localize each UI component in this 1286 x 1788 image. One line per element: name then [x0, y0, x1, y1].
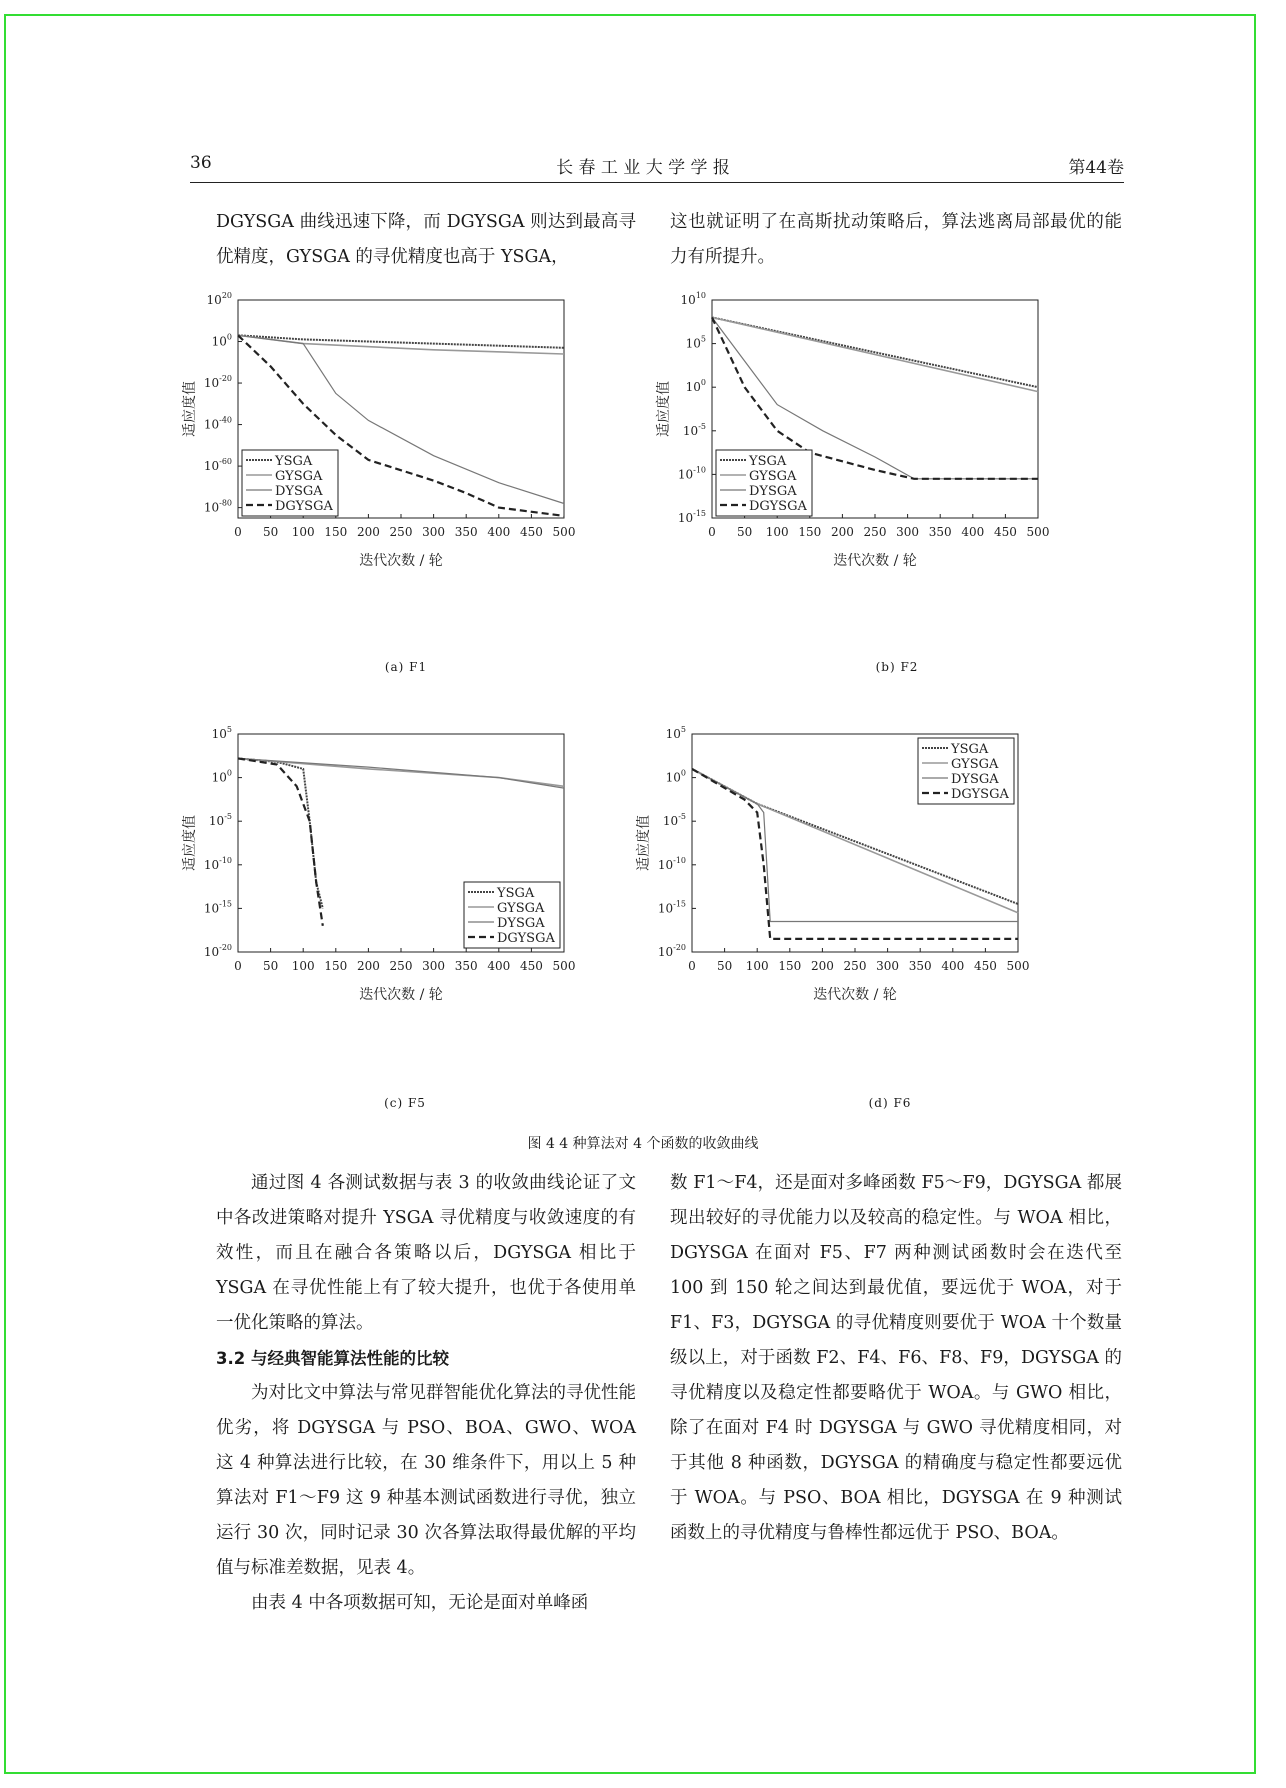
- top-text-left: DGYSGA 曲线迅速下降，而 DGYSGA 则达到最高寻优精度，GYSGA 的寻优精度也高于 YSGA，: [216, 212, 636, 267]
- figure-caption: 图 4 4 种算法对 4 个函数的收敛曲线: [527, 1136, 759, 1152]
- x-tick-label: 400: [487, 525, 511, 539]
- legend-label: YSGA: [749, 454, 787, 469]
- x-tick-label: 350: [454, 959, 478, 973]
- x-tick-label: 250: [389, 525, 413, 539]
- x-tick-label: 500: [1006, 959, 1030, 973]
- x-tick-label: 500: [552, 525, 576, 539]
- y-tick-label: $10^{-10}$: [657, 855, 686, 872]
- y-tick-label: $10^5$: [211, 725, 232, 741]
- y-tick-label: $10^{-20}$: [203, 374, 232, 391]
- body-right: [670, 1166, 1122, 1551]
- legend-label: DGYSGA: [749, 499, 807, 514]
- plot-area: [655, 291, 1049, 569]
- x-axis-label: 迭代次数 / 轮: [359, 987, 443, 1003]
- x-tick-label: 250: [863, 525, 887, 539]
- x-tick-label: 300: [422, 525, 446, 539]
- legend: [464, 882, 560, 948]
- x-tick-label: 150: [324, 525, 348, 539]
- plot-area: [635, 725, 1029, 1003]
- legend-label: DYSGA: [749, 484, 797, 499]
- x-tick-label: 200: [356, 959, 380, 973]
- y-tick-label: $10^{-60}$: [203, 457, 232, 474]
- legend-label: DYSGA: [951, 772, 999, 787]
- y-tick-label: $10^0$: [665, 768, 686, 785]
- subcaption-d: (d) F6: [868, 1096, 912, 1110]
- y-axis-label: 适应度值: [636, 815, 652, 871]
- y-tick-label: $10^{-15}$: [203, 899, 232, 916]
- x-tick-label: 300: [896, 525, 920, 539]
- x-tick-label: 300: [876, 959, 900, 973]
- section-heading: 3.2 与经典智能算法性能的比较: [216, 1349, 449, 1368]
- body-left: [216, 1166, 636, 1621]
- x-tick-label: 150: [798, 525, 822, 539]
- header-rule: [190, 182, 1124, 183]
- journal-title: 长 春 工 业 大 学 学 报: [556, 158, 730, 178]
- y-tick-label: $10^0$: [211, 768, 232, 785]
- chart-f5: [182, 725, 656, 1070]
- x-tick-label: 100: [765, 525, 789, 539]
- x-tick-label: 350: [908, 959, 932, 973]
- legend-label: GYSGA: [275, 469, 323, 484]
- legend: [716, 450, 812, 516]
- body-left-paragraph-1: 通过图 4 各测试数据与表 3 的收敛曲线论证了文中各改进策略对提升 YSGA 寻优精度与收敛速度的有效性，而且在融合各策略以后，DGYSGA 相比于 YSGA 在寻优性能上有了较大提升，也优于各使用单一优化策略的算法。: [216, 1173, 636, 1333]
- x-tick-label: 100: [291, 525, 315, 539]
- body-right-paragraph-1: 数 F1～F4，还是面对多峰函数 F5～F9，DGYSGA 都展现出较好的寻优能力以及较高的稳定性。与 WOA 相比，DGYSGA 在面对 F5、F7 两种测试函数时会在迭代至 100 到 150 轮之间达到最优值，要远优于 WOA，对于 F1、F3，DGYSGA 的寻优精度则要优于 WOA 十个数量级以上，对于函数 F2、F4、F6、F8、F9，DGYSGA 的寻优精度以及稳定性都要略优于 WOA。与 GWO 相比，除了在面对 F4 时 DGYSGA 与 GWO 寻优精度相同，对于其他 8 种函数，DGYSGA 的精确度与稳定性都要远优于 WOA。与 PSO、BOA 相比，DGYSGA 在 9 种测试函数上的寻优精度与鲁棒性都远优于 PSO、BOA。: [670, 1173, 1122, 1543]
- page-number: 36: [190, 153, 212, 173]
- subcaption-c: (c) F5: [384, 1096, 426, 1110]
- x-tick-label: 250: [389, 959, 413, 973]
- y-tick-label: $10^5$: [685, 334, 706, 351]
- x-tick-label: 50: [262, 525, 279, 539]
- y-tick-label: $10^{-15}$: [657, 899, 686, 916]
- legend: [242, 450, 338, 516]
- x-tick-label: 350: [928, 525, 952, 539]
- x-tick-label: 400: [961, 525, 985, 539]
- y-tick-label: $10^{-20}$: [657, 943, 686, 959]
- legend-label: DGYSGA: [497, 931, 555, 946]
- x-tick-label: 200: [810, 959, 834, 973]
- legend-label: YSGA: [275, 454, 313, 469]
- chart-f6: [636, 725, 1110, 1070]
- x-tick-label: 400: [487, 959, 511, 973]
- legend-label: DGYSGA: [951, 787, 1009, 802]
- x-tick-label: 50: [716, 959, 733, 973]
- x-tick-label: 500: [552, 959, 576, 973]
- chart-f2: [656, 291, 1130, 636]
- x-tick-label: 100: [745, 959, 769, 973]
- y-tick-label: $10^{-20}$: [203, 943, 232, 959]
- subcaption-b: (b) F2: [875, 660, 919, 674]
- x-tick-label: 0: [234, 525, 242, 539]
- y-tick-label: $10^{-5}$: [662, 812, 686, 829]
- y-axis-label: 适应度值: [182, 381, 198, 437]
- x-tick-label: 250: [843, 959, 867, 973]
- legend-label: DYSGA: [275, 484, 323, 499]
- body-left-paragraph-3: 由表 4 中各项数据可知，无论是面对单峰函: [251, 1593, 589, 1613]
- x-axis-label: 迭代次数 / 轮: [813, 987, 897, 1003]
- x-tick-label: 100: [291, 959, 315, 973]
- x-tick-label: 200: [830, 525, 854, 539]
- y-tick-label: $10^{-80}$: [203, 498, 232, 515]
- plot-area: [181, 725, 575, 1003]
- y-tick-label: $10^{-40}$: [203, 415, 232, 432]
- x-tick-label: 0: [234, 959, 242, 973]
- x-axis-label: 迭代次数 / 轮: [359, 553, 443, 569]
- top-text-right: 这也就证明了在高斯扰动策略后，算法逃离局部最优的能力有所提升。: [670, 212, 1122, 267]
- y-tick-label: $10^{-5}$: [682, 421, 706, 438]
- legend-label: DGYSGA: [275, 499, 333, 514]
- chart-f1: [182, 291, 656, 636]
- y-axis-label: 适应度值: [656, 381, 672, 437]
- x-tick-label: 0: [688, 959, 696, 973]
- x-tick-label: 50: [736, 525, 753, 539]
- legend-label: GYSGA: [951, 757, 999, 772]
- x-tick-label: 450: [973, 959, 997, 973]
- x-tick-label: 200: [356, 525, 380, 539]
- x-tick-label: 450: [519, 525, 543, 539]
- x-tick-label: 500: [1026, 525, 1050, 539]
- y-tick-label: $10^0$: [211, 332, 232, 349]
- legend-label: YSGA: [951, 742, 989, 757]
- y-tick-label: $10^{-5}$: [208, 812, 232, 829]
- legend-label: GYSGA: [497, 901, 545, 916]
- x-tick-label: 0: [708, 525, 716, 539]
- y-tick-label: $10^{-15}$: [677, 509, 706, 525]
- y-axis-label: 适应度值: [182, 815, 198, 871]
- x-tick-label: 350: [454, 525, 478, 539]
- volume-label: 第44卷: [1068, 158, 1124, 178]
- x-tick-label: 150: [324, 959, 348, 973]
- legend-label: GYSGA: [749, 469, 797, 484]
- y-tick-label: $10^{10}$: [680, 291, 706, 307]
- x-tick-label: 450: [993, 525, 1017, 539]
- body-left-paragraph-2: 为对比文中算法与常见群智能优化算法的寻优性能优劣，将 DGYSGA 与 PSO、BOA、GWO、WOA 这 4 种算法进行比较，在 30 维条件下，用以上 5 种算法对 F1～F9 这 9 种基本测试函数进行寻优，独立运行 30 次，同时记录 30 次各算法取得最优解的平均值与标准差数据，见表 4。: [216, 1383, 636, 1578]
- y-tick-label: $10^0$: [685, 378, 706, 395]
- x-tick-label: 400: [941, 959, 965, 973]
- legend-label: DYSGA: [497, 916, 545, 931]
- plot-area: [181, 291, 575, 569]
- subcaption-a: (a) F1: [384, 660, 428, 674]
- y-tick-label: $10^{-10}$: [677, 465, 706, 482]
- x-axis-label: 迭代次数 / 轮: [833, 553, 917, 569]
- x-tick-label: 50: [262, 959, 279, 973]
- legend: [918, 738, 1014, 804]
- y-tick-label: $10^5$: [665, 725, 686, 741]
- x-tick-label: 300: [422, 959, 446, 973]
- legend-label: YSGA: [497, 886, 535, 901]
- x-tick-label: 150: [778, 959, 802, 973]
- y-tick-label: $10^{20}$: [206, 291, 232, 307]
- x-tick-label: 450: [519, 959, 543, 973]
- y-tick-label: $10^{-10}$: [203, 855, 232, 872]
